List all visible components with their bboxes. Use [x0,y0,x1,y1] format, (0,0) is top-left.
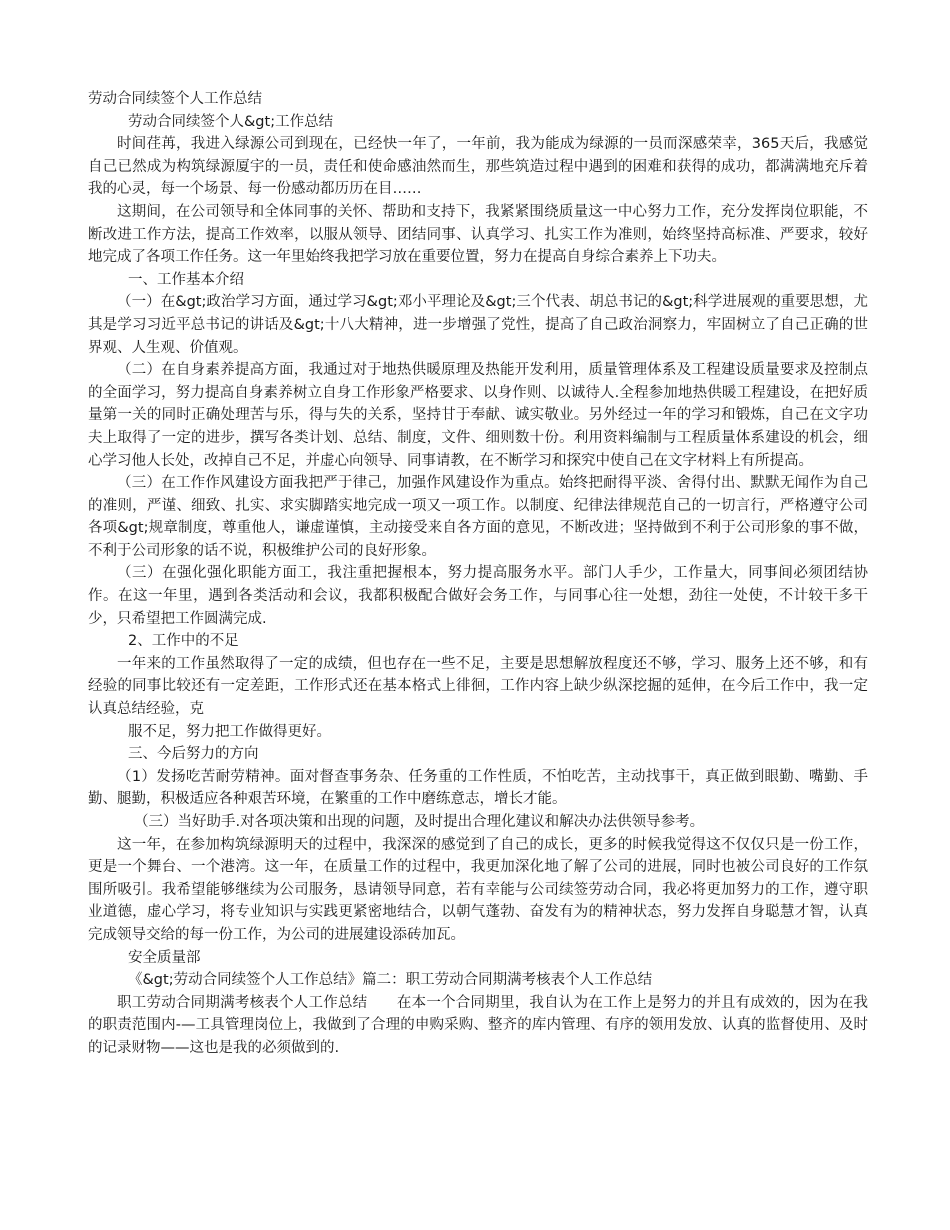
paragraph-work-style: （三）在工作作风建设方面我把严于律己，加强作风建设作为重点。始终把耐得平淡、舍得付出、默默无闻作为自己的准则，严谨、细致、扎实、求实脚踏实地完成一项又一项工作。以制度、纪律法律规范自己的一切言行，严格遵守公司各项&gt;规章制度，尊重他人，谦虚谨慎，主动接受来自各方面的意见，不断改进；坚持做到不利于公司形象的事不做，不利于公司形象的话不说，积极维护公司的良好形象。 [88,475,868,559]
paragraph-period: 这期间，在公司领导和全体同事的关怀、帮助和支持下，我紧紧围绕质量这一中心努力工作，充分发挥岗位职能，不断改进工作方法，提高工作效率，以服从领导、团结同事、认真学习、扎实工作为准则，始终坚持高标准、严要求，较好地完成了各项工作任务。这一年里始终我把学习放在重要位置，努力在提高自身综合素养上下功夫。 [88,203,868,266]
paragraph-function: （三）在强化强化职能方面工，我注重把握根本，努力提高服务水平。部门人手少，工作量大，同事间必须团结协作。在这一年里，遇到各类活动和会议，我都积极配合做好会务工作，与同事心往一处想，劲往一处使，不计较干多干少，只希望把工作圆满完成. [88,565,868,627]
paragraph-shortcomings: 一年来的工作虽然取得了一定的成绩，但也存在一些不足，主要是思想解放程度还不够，学习、服务上还不够，和有经验的同事比较还有一定差距，工作形式还在基本格式上徘徊，工作内容上缺少纵深挖掘的延伸，在今后工作中，我一定认真总结经验，克 [88,655,868,718]
paragraph-hard-work: （1）发扬吃苦耐劳精神。面对督查事务杂、任务重的工作性质，不怕吃苦，主动找事干，真正做到眼勤、嘴勤、手勤、腿勤，积极适应各种艰苦环境，在繁重的工作中磨练意志，增长才能。 [88,768,868,808]
document-page [88,88,868,1060]
paragraph-shortcomings-cont: 服不足，努力把工作做得更好。 [128,723,331,740]
heading-future-direction: 三、今后努力的方向 [128,746,259,763]
paragraph-part-two: 职工劳动合同期满考核表个人工作总结 在本一个合同期里，我自认为在工作上是努力的并且有成效的，因为在我的职责范围内-—工具管理岗位上，我做到了合理的申购采购、整齐的库内管理、有序的领用发放、认真的监督使用、及时的记录财物——这也是我的必须做到的. [88,994,868,1056]
paragraph-self-improvement: （二）在自身素养提高方面，我通过对于地热供暖原理及热能开发利用，质量管理体系及工程建设质量要求及控制点的全面学习，努力提高自身素养树立自身工作形象严格要求、以身作则、以诚待人.全程参加地热供暖工程建设，在把好质量第一关的同时正确处理苦与乐，得与失的关系，坚持甘于奉献、诚实敬业。另外经过一年的学习和锻炼，自己在文字功夫上取得了一定的进步，撰写各类计划、总结、制度，文件、细则数十份。利用资料编制与工程质量体系建设的机会，细心学习他人长处，改掉自己不足，并虚心向领导、同事请教，在不断学习和探究中使自己在文字材料上有所提高。 [88,362,868,469]
heading-work-intro: 一、工作基本介绍 [128,271,244,288]
department-signature: 安全质量部 [128,949,201,966]
paragraph-intro: 时间荏苒，我进入绿源公司到现在，已经快一年了，一年前，我为能成为绿源的一员而深感荣幸，365天后，我感觉自己已然成为构筑绿源厦宇的一员，责任和使命感油然而生，那些筑造过程中遇到的困难和获得的成功，都满满地充斥着我的心灵，每一个场景、每一份感动都历历在目…… [88,136,868,198]
paragraph-political-study: （一）在&gt;政治学习方面，通过学习&gt;邓小平理论及&gt;三个代表、胡总书记的&gt;科学进展观的重要思想，尤其是学习习近平总书记的讲话及&gt;十八大精神，进一步增强了党性，提高了自己政治洞察力，牢固树立了自己正确的世界观、人生观、价值观。 [88,294,868,356]
heading-shortcomings: 2、工作中的不足 [128,633,239,650]
document-title: 劳动合同续签个人工作总结 [88,91,262,107]
paragraph-assistant: （三）当好助手.对各项决策和出现的问题，及时提出合理化建议和解决办法供领导参考。 [134,814,705,830]
part-two-heading: 《&gt;劳动合同续签个人工作总结》篇二：职工劳动合同期满考核表个人工作总结 [128,972,653,989]
paragraph-conclusion: 这一年，在参加构筑绿源明天的过程中，我深深的感觉到了自己的成长，更多的时候我觉得这不仅仅只是一份工作，更是一个舞台、一个港湾。这一年，在质量工作的过程中，我更加深化地了解了公司的进展，同时也被公司良好的工作氛围所吸引。我希望能够继续为公司服务，恳请领导同意，若有幸能与公司续签劳动合同，我必将更加努力的工作，遵守职业道德，虚心学习，将专业知识与实践更紧密地结合，以朝气蓬勃、奋发有为的精神状态，努力发挥自身聪慧才智，认真完成领导交给的每一份工作，为公司的进展建设添砖加瓦。 [88,836,868,943]
document-subtitle: 劳动合同续签个人&gt;工作总结 [128,113,334,130]
